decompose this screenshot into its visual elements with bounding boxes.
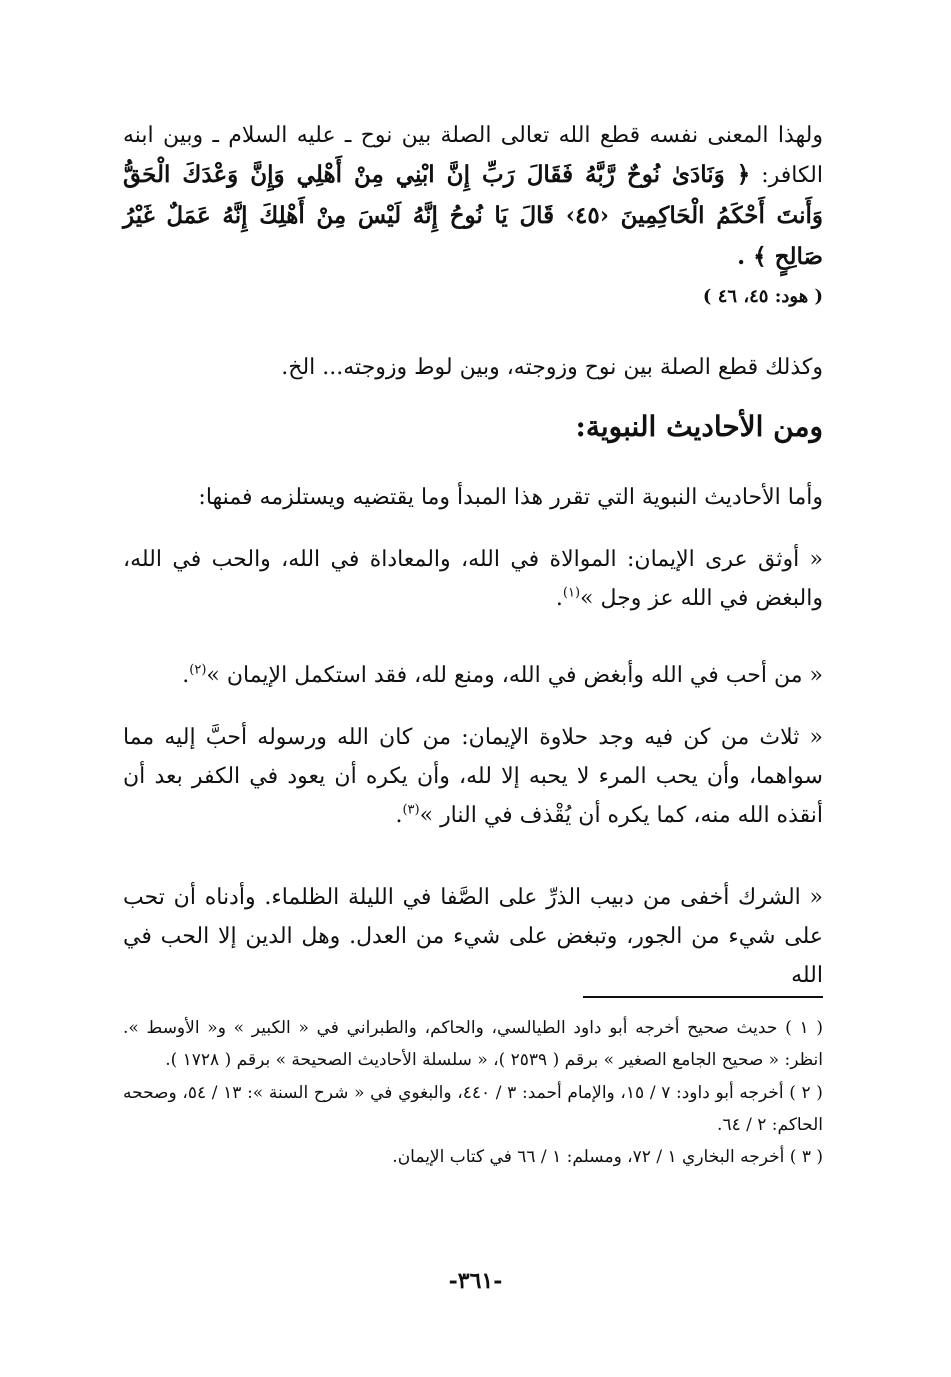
hadith-3-text: « ثلاث من كن فيه وجد حلاوة الإيمان: من كان الله ورسوله أحبَّ إليه مما سواهما، وأن يحب المرء لا يحبه إلا لله، وأن يكره أن يعود في الكفر بعد أن أنقذه الله منه، كما يكره أن يُقْذف في النار » <box>123 725 823 829</box>
footnote-divider <box>583 996 823 998</box>
hadith-1-text: « أوثق عرى الإيمان: الموالاة في الله، والمعاداة في الله، والحب في الله، والبغض في الله عز وجل » <box>123 547 823 612</box>
hadith-1: « أوثق عرى الإيمان: الموالاة في الله، والمعاداة في الله، والحب في الله، والبغض في الله عز وجل »$^{(١)}$. <box>123 547 823 612</box>
paragraph-hadith-intro: وأما الأحاديث النبوية التي تقرر هذا المبدأ وما يقتضيه ويستلزمه فمنها: <box>198 485 823 510</box>
footnotes <box>123 1012 823 1173</box>
hadith-2: « من أحب في الله وأبغض في الله، ومنع لله، فقد استكمل الإيمان »$^{(٢)}$. <box>182 662 823 688</box>
hadith-2-text: « من أحب في الله وأبغض في الله، ومنع لله، فقد استكمل الإيمان » <box>206 663 823 688</box>
footnote-2: ( ٢ ) أخرجه أبو داود: ٧ / ١٥، والإمام أحمد: ٣ / ٤٤٠، والبغوي في « شرح السنة »: ١٣ / ٥٤، وصححه الحاكم: ٢ / ٦٤. <box>123 1082 823 1135</box>
paragraph-quran-citation <box>123 116 823 278</box>
section-heading: ومن الأحاديث النبوية: <box>575 410 823 443</box>
footnote-1: ( ١ ) حديث صحيح أخرجه أبو داود الطيالسي، والحاكم، والطبراني في « الكبير » و« الأوسط ». انظر: « صحيح الجامع الصغير » برقم ( ٢٥٣٩ )، « سلسلة الأحاديث الصحيحة » برقم ( ١٧٢٨ ). <box>123 1018 823 1071</box>
footnote-3: ( ٣ ) أخرجه البخاري ١ / ٧٢، ومسلم: ١ / ٦٦ في كتاب الإيمان. <box>392 1147 823 1168</box>
footnote-ref-1: (١) <box>562 585 581 601</box>
footnote-ref-2: (٢) <box>189 662 207 678</box>
paragraph-intro-text: ولهذا المعنى نفسه قطع الله تعالى الصلة بين نوح ـ عليه السلام ـ وبين ابنه الكافر: <box>123 123 823 189</box>
verse-reference: ( هود: ٤٥، ٤٦ ) <box>702 286 823 307</box>
hadith-4: « الشرك أخفى من دبيب الذرِّ على الصَّفا في الليلة الظلماء. وأدناه أن تحب على شيء من الجور، وتبغض على شيء من العدل. وهل الدين إلا الحب في الله <box>123 885 823 989</box>
page-number: -٣٦١- <box>448 1268 503 1294</box>
footnote-ref-3: (٣) <box>402 802 420 818</box>
paragraph-noah-lot: وكذلك قطع الصلة بين نوح وزوجته، وبين لوط وزوجته... الخ. <box>281 355 823 380</box>
hadith-3: « ثلاث من كن فيه وجد حلاوة الإيمان: من كان الله ورسوله أحبَّ إليه مما سواهما، وأن يحب المرء لا يحبه إلا لله، وأن يكره أن يعود في الكفر بعد أن أنقذه الله منه، كما يكره أن يُقْذف في النار »$^{(٣)}$. <box>123 725 823 829</box>
quran-verse: ﴿ وَنَادَىٰ نُوحٌ رَّبَّهُ فَقَالَ رَبِّ إِنَّ ابْنِي مِنْ أَهْلِي وَإِنَّ وَعْدَكَ الْحَقُّ وَأَنتَ أَحْكَمُ الْحَاكِمِينَ ‹٤٥› قَالَ يَا نُوحُ إِنَّهُ لَيْسَ مِنْ أَهْلِكَ إِنَّهُ عَمَلٌ غَيْرُ صَالِحٍ ﴾ . <box>123 161 823 271</box>
